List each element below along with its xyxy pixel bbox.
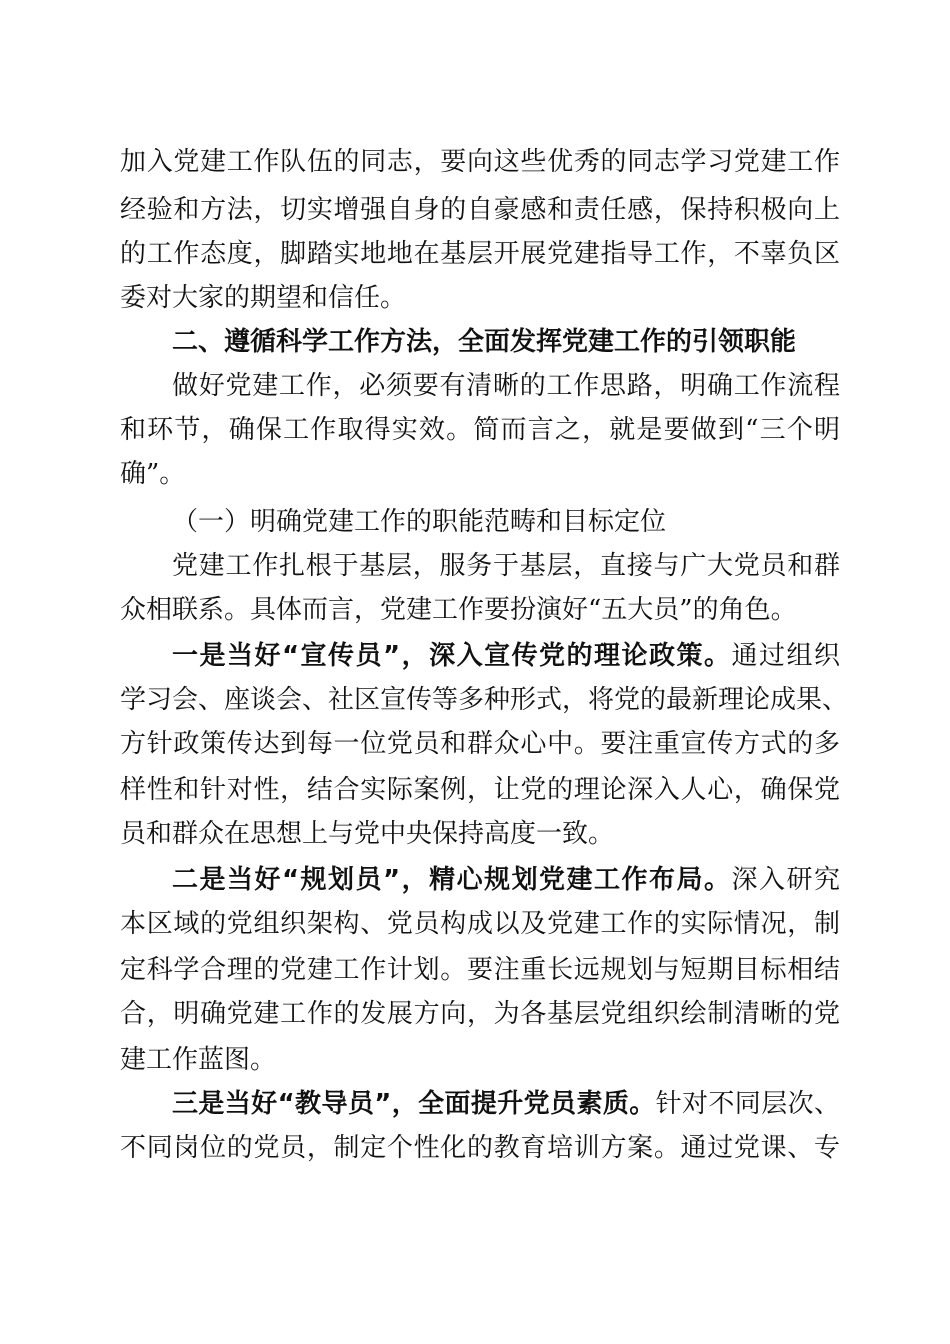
paragraph-5-line-5: 建工作蓝图。 xyxy=(120,1045,277,1075)
subsection-heading-1: （一）明确党建工作的职能范畴和目标定位 xyxy=(172,507,667,537)
paragraph-4-lead: 一是当好“宣传员”，深入宣传党的理论政策。 xyxy=(172,641,732,671)
paragraph-1-line-3: 的工作态度，脚踏实地地在基层开展党建指导工作，不辜负区 xyxy=(120,239,840,269)
paragraph-1-line-1: 加入党建工作队伍的同志，要向这些优秀的同志学习党建工作 xyxy=(120,147,840,177)
paragraph-4-line-1 xyxy=(172,636,840,676)
paragraph-5-line-3: 定科学合理的党建工作计划。要注重长远规划与短期目标相结 xyxy=(120,955,840,985)
paragraph-4-line-4: 样性和针对性，结合实际案例，让党的理论深入人心，确保党 xyxy=(120,775,840,805)
paragraph-4-line-2: 学习会、座谈会、社区宣传等多种形式，将党的最新理论成果、 xyxy=(120,685,849,715)
paragraph-4-line-5: 员和群众在思想上与党中央保持高度一致。 xyxy=(120,819,615,849)
paragraph-5-line-1-rest: 深入研究 xyxy=(731,865,840,895)
paragraph-6-lead: 三是当好“教导员”，全面提升党员素质。 xyxy=(172,1089,656,1119)
paragraph-5-line-4: 合，明确党建工作的发展方向，为各基层党组织绘制清晰的党 xyxy=(120,999,840,1029)
paragraph-2-line-1: 做好党建工作，必须要有清晰的工作思路，明确工作流程 xyxy=(172,371,840,401)
section-heading-2: 二、遵循科学工作方法，全面发挥党建工作的引领职能 xyxy=(172,327,797,357)
paragraph-3-line-2: 众相联系。具体而言，党建工作要扮演好“五大员”的角色。 xyxy=(120,595,797,625)
paragraph-4-line-3: 方针政策传达到每一位党员和群众心中。要注重宣传方式的多 xyxy=(120,729,840,759)
paragraph-5-lead: 二是当好“规划员”，精心规划党建工作布局。 xyxy=(172,865,732,895)
paragraph-1-line-2: 经验和方法，切实增强自身的自豪感和责任感，保持积极向上 xyxy=(120,195,840,225)
paragraph-5-line-2: 本区域的党组织架构、党员构成以及党建工作的实际情况，制 xyxy=(120,909,840,939)
paragraph-6-line-1-rest: 针对不同层次、 xyxy=(655,1089,840,1119)
paragraph-3-line-1: 党建工作扎根于基层，服务于基层，直接与广大党员和群 xyxy=(172,551,840,581)
paragraph-4-line-1-rest: 通过组织 xyxy=(731,641,840,671)
paragraph-6-line-1 xyxy=(172,1084,840,1124)
paragraph-5-line-1 xyxy=(172,860,840,900)
paragraph-2-line-2: 和环节，确保工作取得实效。简而言之，就是要做到“三个明 xyxy=(120,415,840,445)
paragraph-6-line-2: 不同岗位的党员，制定个性化的教育培训方案。通过党课、专 xyxy=(120,1133,840,1163)
paragraph-1-line-4: 委对大家的期望和信任。 xyxy=(120,283,407,313)
paragraph-2-line-3: 确”。 xyxy=(120,459,186,489)
